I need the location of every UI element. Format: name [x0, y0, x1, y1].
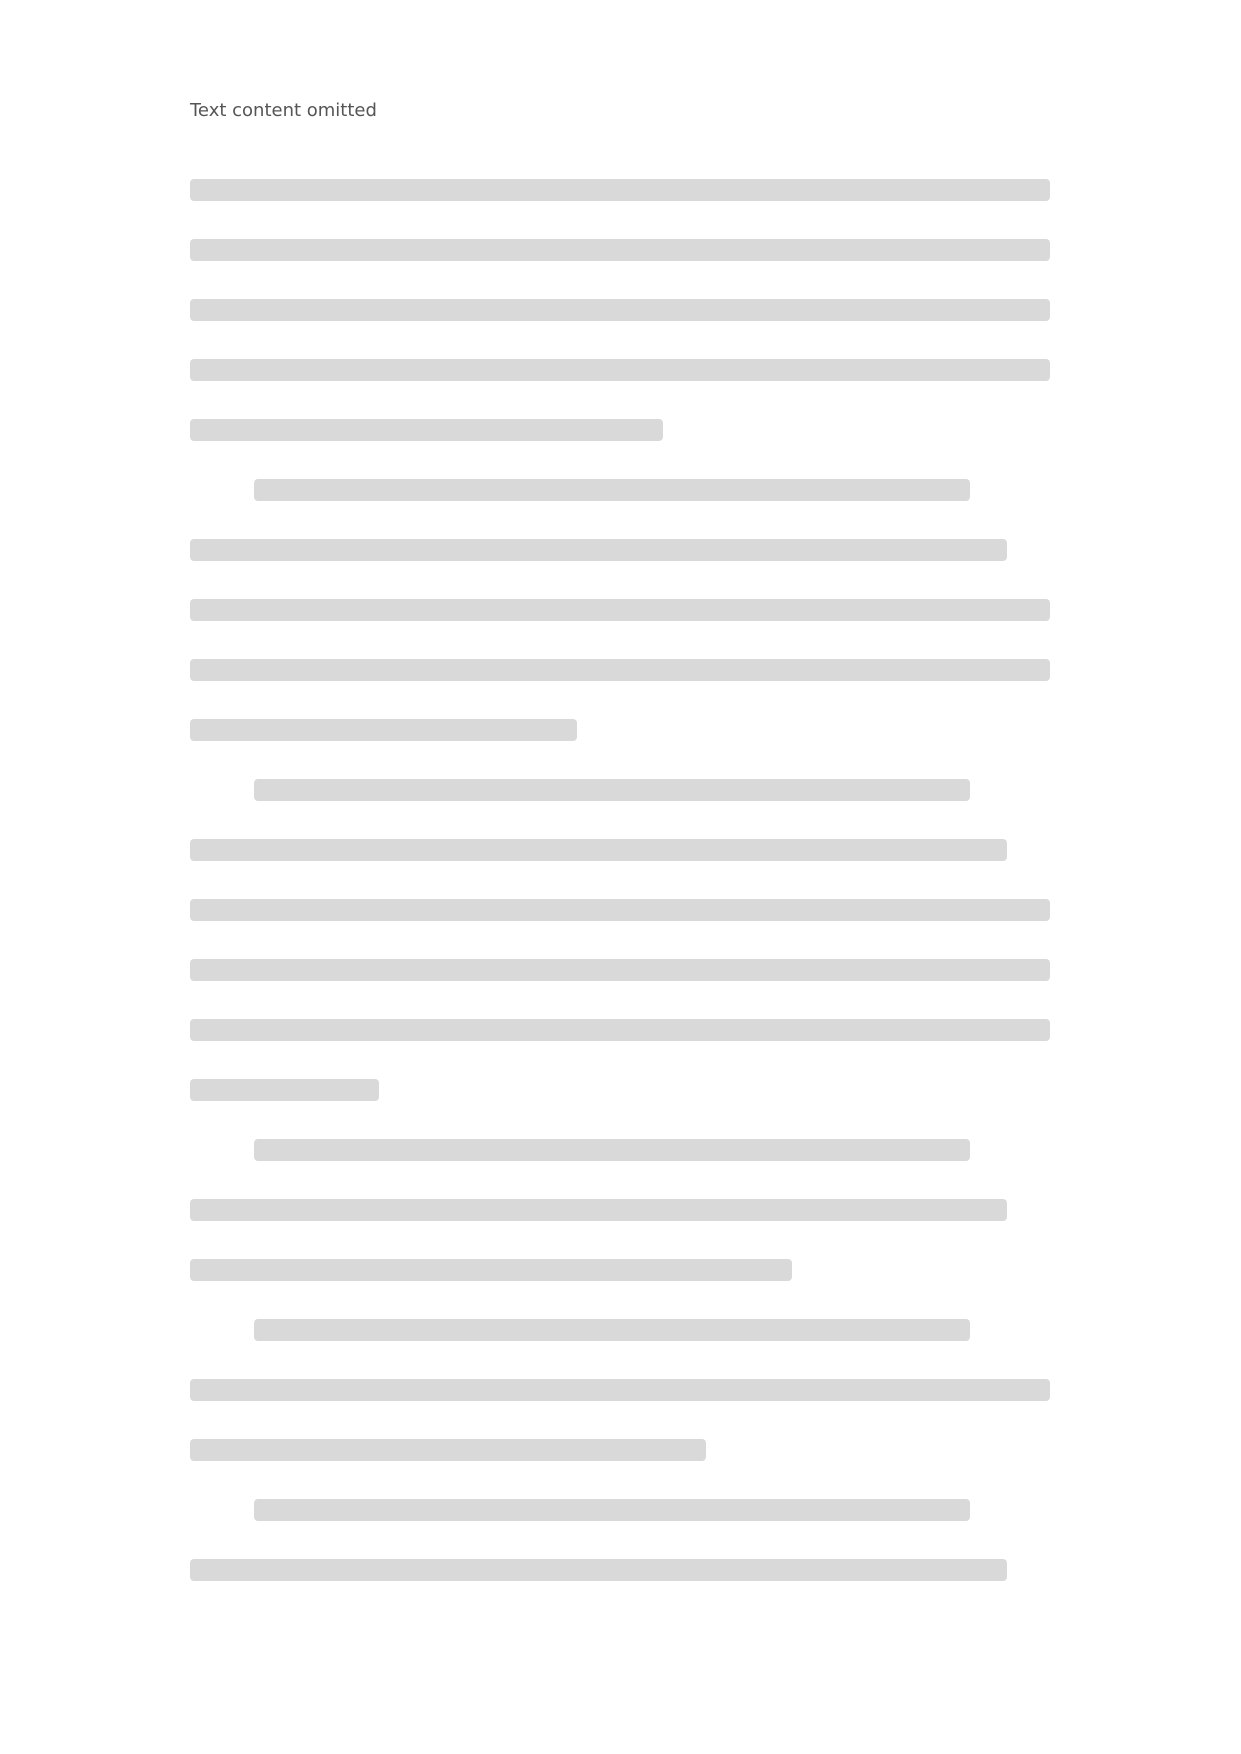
paragraph	[190, 160, 1050, 460]
text-line-placeholder	[190, 820, 1050, 880]
text-line-placeholder	[190, 1120, 1050, 1180]
placeholder-bar	[190, 899, 1050, 921]
omitted-content-notice: Text content omitted	[190, 100, 377, 121]
placeholder-bar	[190, 1199, 1007, 1221]
text-line-placeholder	[190, 580, 1050, 640]
text-line-placeholder	[190, 520, 1050, 580]
text-line-placeholder	[190, 1480, 1050, 1540]
text-line-placeholder	[190, 220, 1050, 280]
placeholder-bar	[254, 1499, 970, 1521]
text-line-placeholder	[190, 1360, 1050, 1420]
text-line-placeholder	[190, 1540, 1050, 1600]
placeholder-bar	[190, 839, 1007, 861]
placeholder-bar	[190, 1379, 1050, 1401]
placeholder-bar	[254, 479, 970, 501]
placeholder-bar	[190, 179, 1050, 201]
text-line-placeholder	[190, 760, 1050, 820]
placeholder-bar	[190, 959, 1050, 981]
text-line-placeholder	[190, 280, 1050, 340]
text-line-placeholder	[190, 880, 1050, 940]
placeholder-bar	[190, 1439, 706, 1461]
placeholder-bar	[190, 359, 1050, 381]
text-line-placeholder	[190, 940, 1050, 1000]
text-line-placeholder	[190, 1180, 1050, 1240]
paragraph	[190, 460, 1050, 760]
placeholder-bar	[190, 239, 1050, 261]
text-block	[190, 160, 1050, 1600]
placeholder-bar	[190, 539, 1007, 561]
text-line-placeholder	[190, 460, 1050, 520]
text-line-placeholder	[190, 700, 1050, 760]
text-line-placeholder	[190, 340, 1050, 400]
paragraph	[190, 760, 1050, 1120]
placeholder-bar	[190, 719, 577, 741]
placeholder-bar	[254, 1319, 970, 1341]
placeholder-bar	[190, 599, 1050, 621]
text-line-placeholder	[190, 400, 1050, 460]
paragraph	[190, 1300, 1050, 1480]
placeholder-bar	[190, 1019, 1050, 1041]
placeholder-bar	[254, 779, 970, 801]
text-line-placeholder	[190, 1060, 1050, 1120]
text-line-placeholder	[190, 160, 1050, 220]
placeholder-bar	[190, 419, 663, 441]
placeholder-bar	[190, 1079, 379, 1101]
placeholder-bar	[190, 299, 1050, 321]
placeholder-bar	[190, 1559, 1007, 1581]
placeholder-bar	[254, 1139, 970, 1161]
placeholder-bar	[190, 659, 1050, 681]
text-line-placeholder	[190, 1300, 1050, 1360]
text-line-placeholder	[190, 640, 1050, 700]
text-line-placeholder	[190, 1000, 1050, 1060]
paragraph	[190, 1120, 1050, 1300]
text-line-placeholder	[190, 1420, 1050, 1480]
paragraph	[190, 1480, 1050, 1600]
placeholder-bar	[190, 1259, 792, 1281]
text-line-placeholder	[190, 1240, 1050, 1300]
